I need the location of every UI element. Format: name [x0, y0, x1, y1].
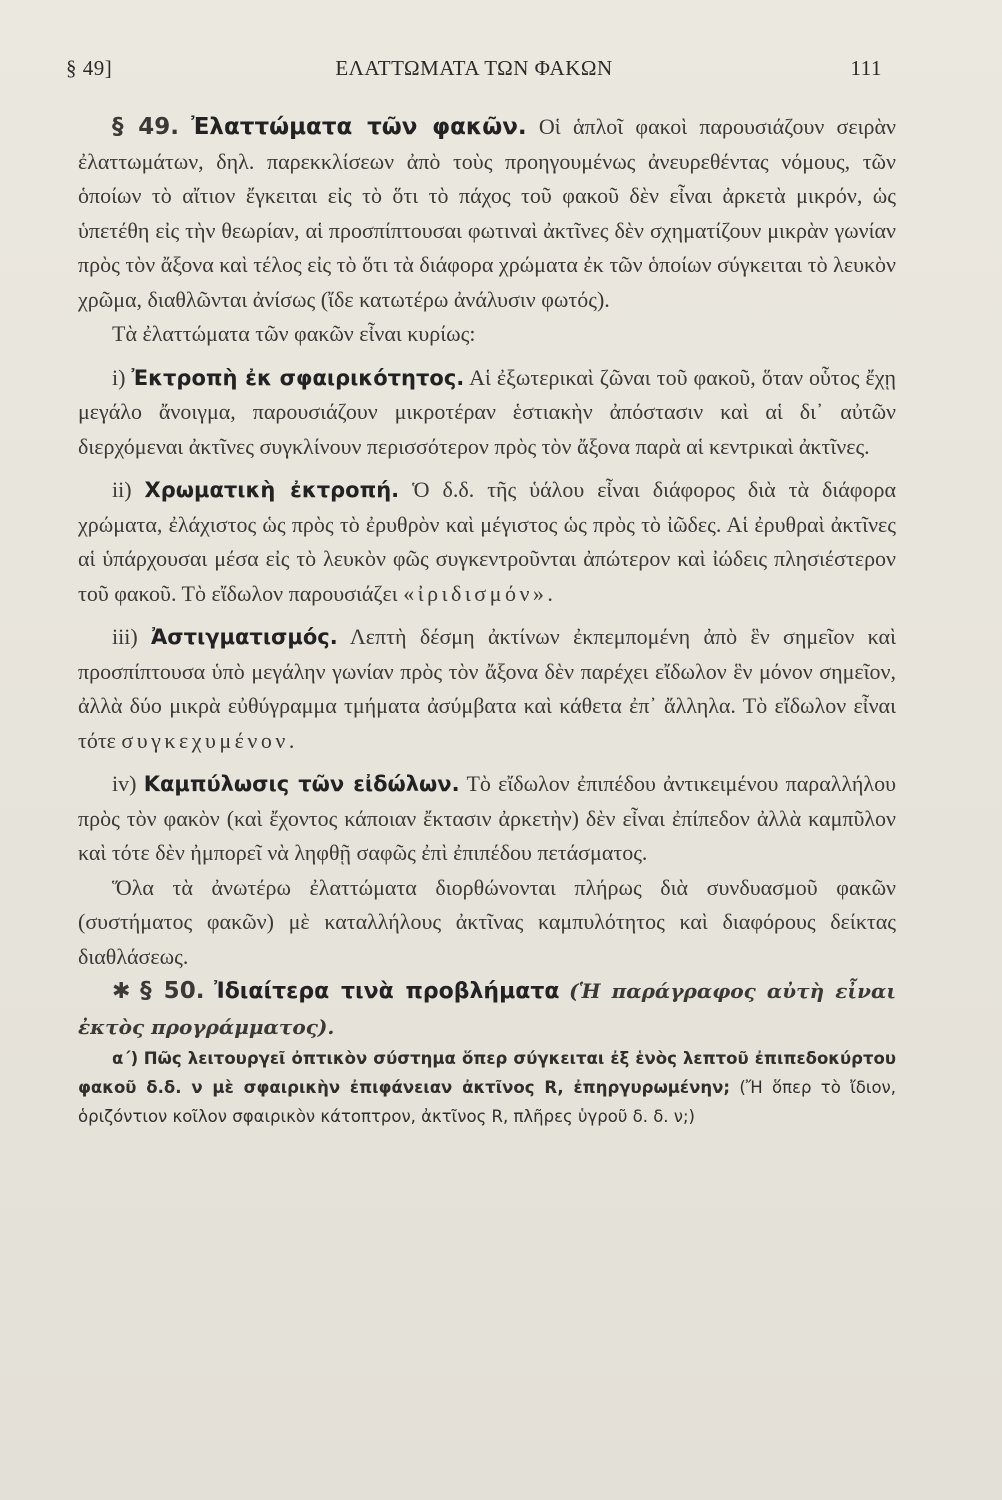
section-50-heading — [78, 974, 896, 1044]
item-i — [78, 361, 896, 465]
item-i-title: Ἐκτροπὴ ἐκ σφαιρικότητος. — [131, 365, 465, 390]
section-49-paragraph — [78, 110, 896, 317]
item-ii — [78, 473, 896, 611]
section-49-text: Οἱ ἁπλοῖ φακοὶ παρουσιάζουν σειρὰν ἐλαττωμάτων, δηλ. παρεκκλίσεων ἀπὸ τοὺς προηγουμένως ἀνευρεθέντας νόμους, τῶν ὁποίων τὸ αἴτιον ἔγκειται εἰς τὸ ὅτι τὸ πάχος τοῦ φακοῦ δὲν εἶναι ἀρκετὰ μικρόν, ὡς ὑπετέθη εἰς τὴν θεωρίαν, αἱ προσπίπτουσαι φωτιναὶ ἀκτῖνες δὲν σχηματίζουν μικρὰν γωνίαν πρὸς τὸν ἄξονα καὶ τέλος εἰς τὸ ὅτι τὰ διάφορα χρώματα ἐκ τῶν ὁποίων σύγκειται τὸ λευκὸν χρῶμα, διαθλῶνται ἀνίσως (ἴδε κατωτέρω ἀνάλυσιν φωτός). — [78, 114, 896, 312]
item-ii-label: ii) — [112, 477, 132, 502]
running-header — [66, 56, 882, 86]
item-ii-tail: . — [547, 580, 553, 606]
item-iii-emphasis: συγκεχυμένον — [121, 727, 289, 753]
item-i-text: Αἱ ἐξωτερικαὶ ζῶναι τοῦ φακοῦ, ὅταν οὗτος ἔχῃ μεγάλο ἄνοιγμα, παρουσιάζουν μικροτέραν ἑστιακὴν ἀπόστασιν καὶ αἱ δι᾿ αὐτῶν διερχόμεναι ἀκτῖνες συγκλίνουν περισσότερον πρὸς τὸν ἄξονα παρὰ αἱ κεντρικαὶ ἀκτῖνες. — [78, 364, 896, 459]
problem-a-label: α΄) — [112, 1049, 139, 1068]
header-section-ref: § 49] — [66, 56, 113, 80]
item-iii-tail: . — [288, 727, 295, 753]
section-50-note: (Ἡ παράγραφος αὐτὴ εἶναι ἐκτὸς προγράμματος). — [78, 979, 897, 1039]
item-iii-label: iii) — [112, 624, 138, 649]
item-iii — [78, 620, 896, 758]
closing-paragraph: Ὅλα τὰ ἀνωτέρω ἐλαττώματα διορθώνονται πλήρως διὰ συνδυασμοῦ φακῶν (συστήματος φακῶν) μὲ καταλλήλους ἀκτῖνας καμπυλότητος καὶ διαφόρους δείκτας διαθλάσεως. — [78, 874, 896, 969]
item-iv-text: Τὸ εἴδωλον ἐπιπέδου ἀντικειμένου παραλλήλου πρὸς τὸν φακὸν (καὶ ἔχοντος κάποιαν ἔκτασιν ἀρκετὴν) δὲν εἶναι ἐπίπεδον ἀλλὰ καμπῦλον καὶ τότε δὲν ἠμπορεῖ νὰ ληφθῇ σαφῶς ἐπὶ ἐπιπέδου πετάσματος. — [78, 771, 896, 865]
item-ii-title: Χρωματικὴ ἐκτροπή. — [144, 478, 400, 502]
section-50-title: Ἰδιαίτερα τινὰ προβλήματα — [214, 979, 560, 1004]
star-icon: ✱ — [112, 979, 131, 1004]
section-49-title: Ἐλαττώματα τῶν φακῶν. — [191, 114, 527, 140]
section-49-intro: Τὰ ἐλαττώματα τῶν φακῶν εἶναι κυρίως: — [112, 321, 476, 346]
item-iii-title: Ἀστιγματισμός. — [151, 625, 338, 649]
header-page-number: 111 — [850, 56, 882, 80]
problem-a — [78, 1044, 896, 1131]
item-iv-title: Καμπύλωσις τῶν εἰδώλων. — [143, 772, 460, 796]
item-i-label: i) — [112, 364, 126, 390]
item-ii-emphasis: «ἰριδισμόν» — [403, 580, 548, 606]
section-49-number: § 49. — [112, 114, 179, 140]
header-running-title: ΕΛΑΤΤΩΜΑΤΑ ΤΩΝ ΦΑΚΩΝ — [335, 56, 613, 80]
problem-a-question: Πῶς λειτουργεῖ ὀπτικὸν σύστημα ὅπερ σύγκειται ἐξ ἑνὸς λεπτοῦ ἐπιπεδοκύρτου φακοῦ δ.δ. ν μὲ σφαιρικὴν ἐπιφάνειαν ἀκτῖνος R, ἐπηργυρωμένην; — [78, 1049, 896, 1097]
item-ii-text: Ὁ δ.δ. τῆς ὑάλου εἶναι διάφορος διὰ τὰ διάφορα χρώματα, ἐλάχιστος ὡς πρὸς τὸ ἐρυθρὸν καὶ μέγιστος ὡς πρὸς τὸ ἰῶδες. Αἱ ἐρυθραὶ ἀκτῖνες αἱ ὑπάρχουσαι μέσα εἰς τὸ λευκὸν φῶς συγκεντροῦνται ἀπώτερον καὶ ἰώδεις πλησιέστερον τοῦ φακοῦ. Τὸ εἴδωλον παρουσιάζει — [78, 477, 897, 606]
item-iv-label: iv) — [112, 771, 137, 796]
section-50-number: § 50. — [140, 978, 205, 1004]
problem-a-parenthetical: (Ἤ ὅπερ τὸ ἴδιον, ὁριζόντιον κοῖλον σφαιρικὸν κάτοπτρον, ἀκτῖνος R, πλῆρες ὑγροῦ δ. δ. ν;) — [78, 1078, 897, 1126]
page-body — [78, 110, 896, 1131]
item-iv — [78, 767, 896, 871]
item-iii-text: Λεπτὴ δέσμη ἀκτίνων ἐκπεμπομένη ἀπὸ ἓν σημεῖον καὶ προσπίπτουσα ὑπὸ μεγάλην γωνίαν πρὸς τὸν ἄξονα δὲν παρέχει εἴδωλον ἓν μόνον σημεῖον, ἀλλὰ δύο μικρὰ εὐθύγραμμα τμήματα ἀσύμβατα καὶ κάθετα ἐπ᾿ ἄλληλα. Τὸ εἴδωλον εἶναι τότε — [78, 624, 897, 753]
